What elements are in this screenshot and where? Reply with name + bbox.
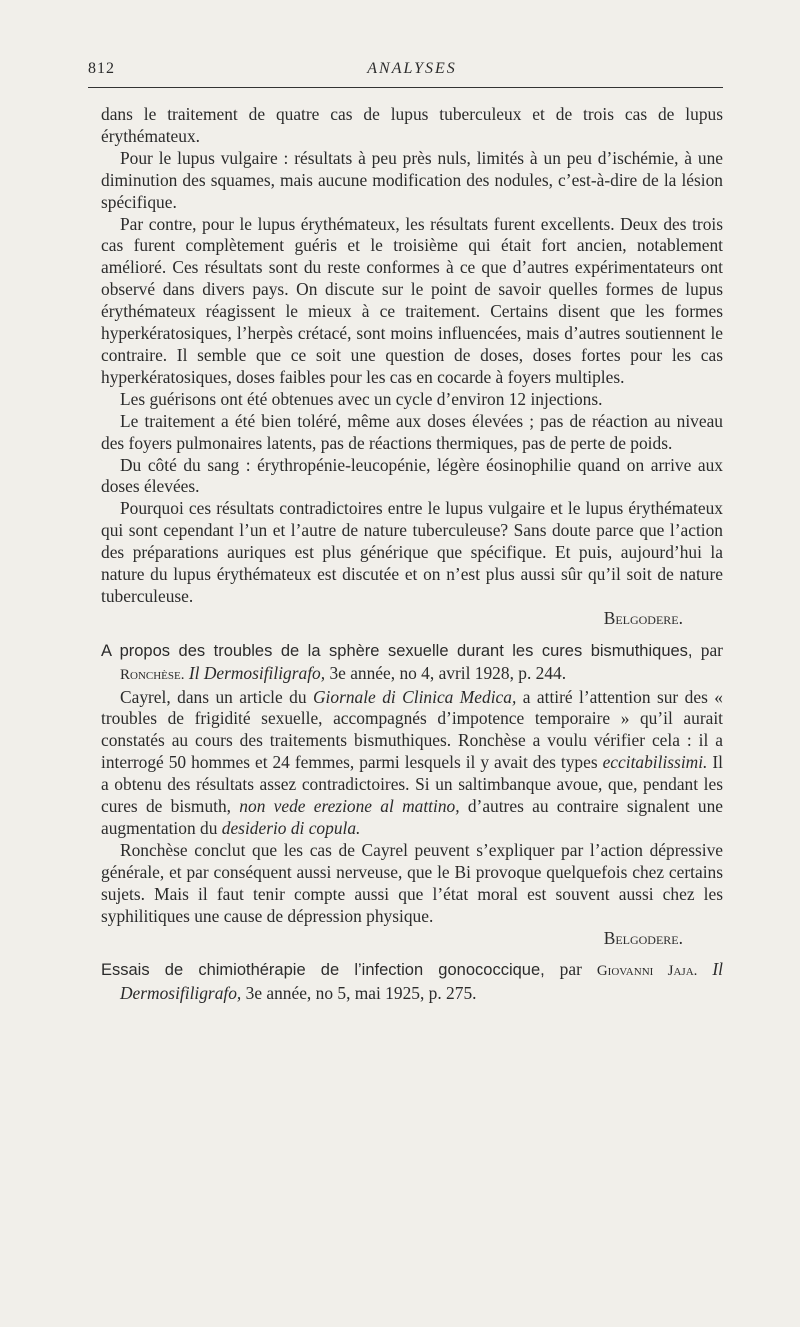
text-run: Cayrel, dans un article du xyxy=(120,686,307,707)
italic-quote: eccitabilissimi. xyxy=(602,752,708,773)
italic-quote: non vede erezione al mattino, xyxy=(239,796,460,817)
entry-reference: 3e année, no 5, mai 1925, p. 275. xyxy=(245,983,477,1004)
signature: Belgodere. xyxy=(603,927,683,948)
signature: Belgodere. xyxy=(603,607,683,628)
text-run: d’autres au contraire signalent une augmentation du xyxy=(101,796,723,838)
paragraph: Du côté du sang : érythropénie-leucopénie, légère éosinophilie quand on arrive aux doses élevées. xyxy=(101,454,723,497)
signature-line xyxy=(101,928,723,950)
paragraph: Les guérisons ont été obtenues avec un cycle d’environ 12 injections. xyxy=(120,388,603,409)
text-run: Il a obtenu des résultats assez contradictoires. Si un saltimbanque avoue, que, pendant les cures de bismuth, xyxy=(101,752,723,817)
entry-title: Essais de chimiothérapie de l’infection gonococcique, xyxy=(101,961,545,980)
entry-heading xyxy=(101,640,723,687)
paragraph: dans le traitement de quatre cas de lupus tuberculeux et de trois cas de lupus érythémateux. xyxy=(101,104,723,146)
text-run: a attiré l’attention sur des « troubles de frigidité sexuelle, accompagnés d’impotence temporaire » qu’il aurait constatés au cours des traitements bismuthiques. Ronchèse a voulu vérifier cela : il a interrogé 50 hommes et 24 femmes, parmi lesquels il y avait des types xyxy=(101,686,723,773)
paragraph-text: Pourquoi ces résultats contradictoires entre le lupus vulgaire et le lupus érythémateux qui sont cependant l’un et l’autre de nature tuberculeuse? Sans doute parce que l’action des préparations auriques est plus générique que spécifique. Et puis, aujourd’hui la nature du lupus érythémateux est discutée et on n’est plus aussi sûr qu’il soit de nature tuberculeuse. xyxy=(101,498,723,606)
entry-author: Giovanni Jaja. xyxy=(596,963,698,980)
paragraph: Pour le lupus vulgaire : résultats à peu près nuls, limités à un peu d’ischémie, à une diminution des squames, mais aucune modification des nodules, c’est-à-dire de la lésion spécifique. xyxy=(101,147,723,212)
signature-line xyxy=(101,608,723,630)
journal-name: Giornale di Clinica Medica, xyxy=(312,686,517,707)
entry-by: par xyxy=(559,959,582,980)
entry-by: par xyxy=(700,639,723,660)
paragraph: Ronchèse conclut que les cas de Cayrel peuvent s’expliquer par l’action dépressive générale, et par conséquent aussi nerveuse, que le Bi provoque quelquefois chez certains sujets. Mais il faut tenir compte aussi que l’état moral est souvent aussi chez les syphilitiques une cause de dépression physique. xyxy=(101,839,723,926)
page xyxy=(88,0,723,1005)
entry-heading xyxy=(101,959,723,1005)
paragraph xyxy=(101,498,723,608)
page-number: 812 xyxy=(88,60,115,77)
header-rule xyxy=(88,87,723,88)
entry-journal: Il Dermosifiligrafo, xyxy=(188,662,326,683)
review-entry xyxy=(101,640,723,950)
entry-title: A propos des troubles de la sphère sexuelle durant les cures bismuthiques, xyxy=(101,641,693,660)
paragraph xyxy=(101,687,723,840)
paragraph: Le traitement a été bien toléré, même aux doses élevées ; pas de réaction au niveau des foyers pulmonaires latents, pas de réactions thermiques, pas de perte de poids. xyxy=(101,410,723,453)
italic-quote: desiderio di copula. xyxy=(221,818,361,838)
entry-author: Ronchèse. xyxy=(120,666,185,683)
article-body xyxy=(101,104,723,1005)
paragraph: Par contre, pour le lupus érythémateux, les résultats furent excellents. Deux des trois cas furent complètement guéris et le troisième qui était fort ancien, notablement amélioré. Ces résultats sont du reste conformes à ce que d’autres expérimentateurs ont observé dans divers pays. On discute sur le point de savoir quelles formes de lupus érythémateux réagissent le mieux à ce traitement. Certains disent que les formes hyperkératosiques, l’herpès crétacé, sont moins influencées, mais d’autres soutiennent le contraire. Il semble que ce soit une question de doses, doses fortes pour les cas hyperkératosiques, doses faibles pour les cas en cocarde à foyers multiples. xyxy=(101,213,723,387)
running-head xyxy=(88,60,723,90)
review-entry xyxy=(101,959,723,1005)
entry-reference: 3e année, no 4, avril 1928, p. 244. xyxy=(329,662,567,683)
running-title: ANALYSES xyxy=(367,60,457,77)
entry-journal: Il Dermosifiligrafo, xyxy=(120,959,723,1004)
